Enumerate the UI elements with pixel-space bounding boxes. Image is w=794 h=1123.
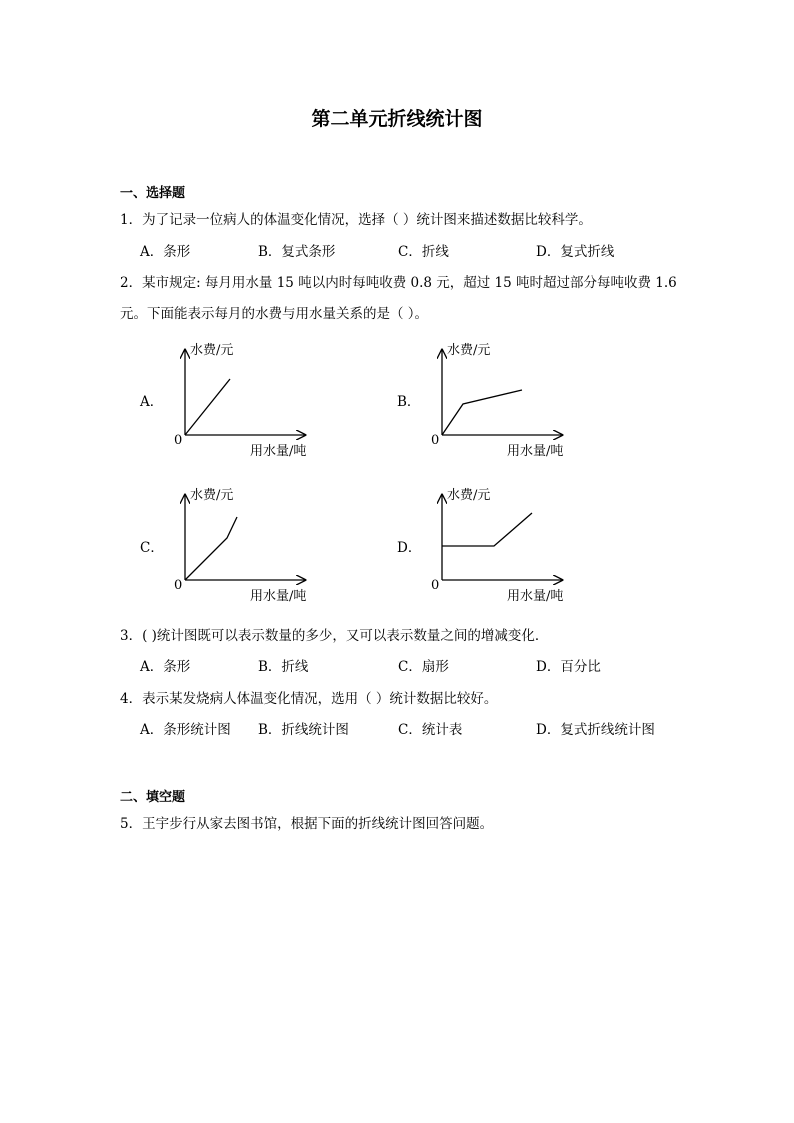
x-axis-label: 用水量/吨 [250,444,307,459]
q4-option-c[interactable]: C．统计表 [398,722,463,738]
question-1-text: 1．为了记录一位病人的体温变化情况，选择（ ）统计图来描述数据比较科学。 [120,212,592,228]
page-title: 第二单元折线统计图 [311,108,483,130]
question-5-text: 5．王宇步行从家去图书馆，根据下面的折线统计图回答问题。 [120,816,494,832]
q1-option-d[interactable]: D．复式折线 [536,244,615,260]
origin-label: 0 [431,578,440,593]
y-axis-label: 水费/元 [190,343,234,358]
origin-label: 0 [431,433,440,448]
x-axis-label: 用水量/吨 [507,589,564,604]
x-axis-label: 用水量/吨 [250,589,307,604]
fee-line [185,517,237,580]
origin-label: 0 [174,578,183,593]
x-axis-label: 用水量/吨 [507,444,564,459]
q1-option-b[interactable]: B．复式条形 [258,244,336,260]
fee-line [442,390,522,435]
section-heading-choice: 一、选择题 [120,186,186,201]
q4-option-b[interactable]: B．折线统计图 [258,722,349,738]
y-axis-label: 水费/元 [447,488,491,503]
q1-option-c[interactable]: C．折线 [398,244,449,260]
q3-option-b[interactable]: B．折线 [258,659,309,675]
q3-option-d[interactable]: D．百分比 [536,659,601,675]
q3-option-a[interactable]: A．条形 [140,659,191,675]
fee-line [442,513,532,546]
q2-graph-d-label[interactable]: D． [397,540,422,556]
question-4-text: 4．表示某发烧病人体温变化情况，选用（ ）统计数据比较好。 [120,691,498,707]
section-heading-fill: 二、填空题 [120,790,186,805]
q2-graph-a[interactable] [165,335,325,460]
question-3-text: 3．( )统计图既可以表示数量的多少，又可以表示数量之间的增减变化． [120,628,549,644]
q1-option-a[interactable]: A．条形 [140,244,191,260]
q4-option-a[interactable]: A．条形统计图 [140,722,231,738]
y-axis-label: 水费/元 [190,488,234,503]
question-2-text-line1: 2．某市规定: 每月用水量 15 吨以内时每吨收费 0.8 元，超过 15 吨时超过部分每吨收费 1.6 [120,275,677,291]
q4-option-d[interactable]: D．复式折线统计图 [536,722,655,738]
q2-graph-c[interactable] [165,480,325,605]
fee-line [185,379,230,435]
q2-graph-b-label[interactable]: B． [397,394,421,410]
origin-label: 0 [174,433,183,448]
q2-graph-b[interactable] [422,335,582,460]
question-2-text-line2: 元。下面能表示每月的水费与用水量关系的是（ ）。 [120,306,429,322]
q2-graph-a-label[interactable]: A． [140,394,164,410]
q2-graph-d[interactable] [422,480,582,605]
q2-graph-c-label[interactable]: C． [140,540,164,556]
y-axis-label: 水费/元 [447,343,491,358]
q3-option-c[interactable]: C．扇形 [398,659,449,675]
